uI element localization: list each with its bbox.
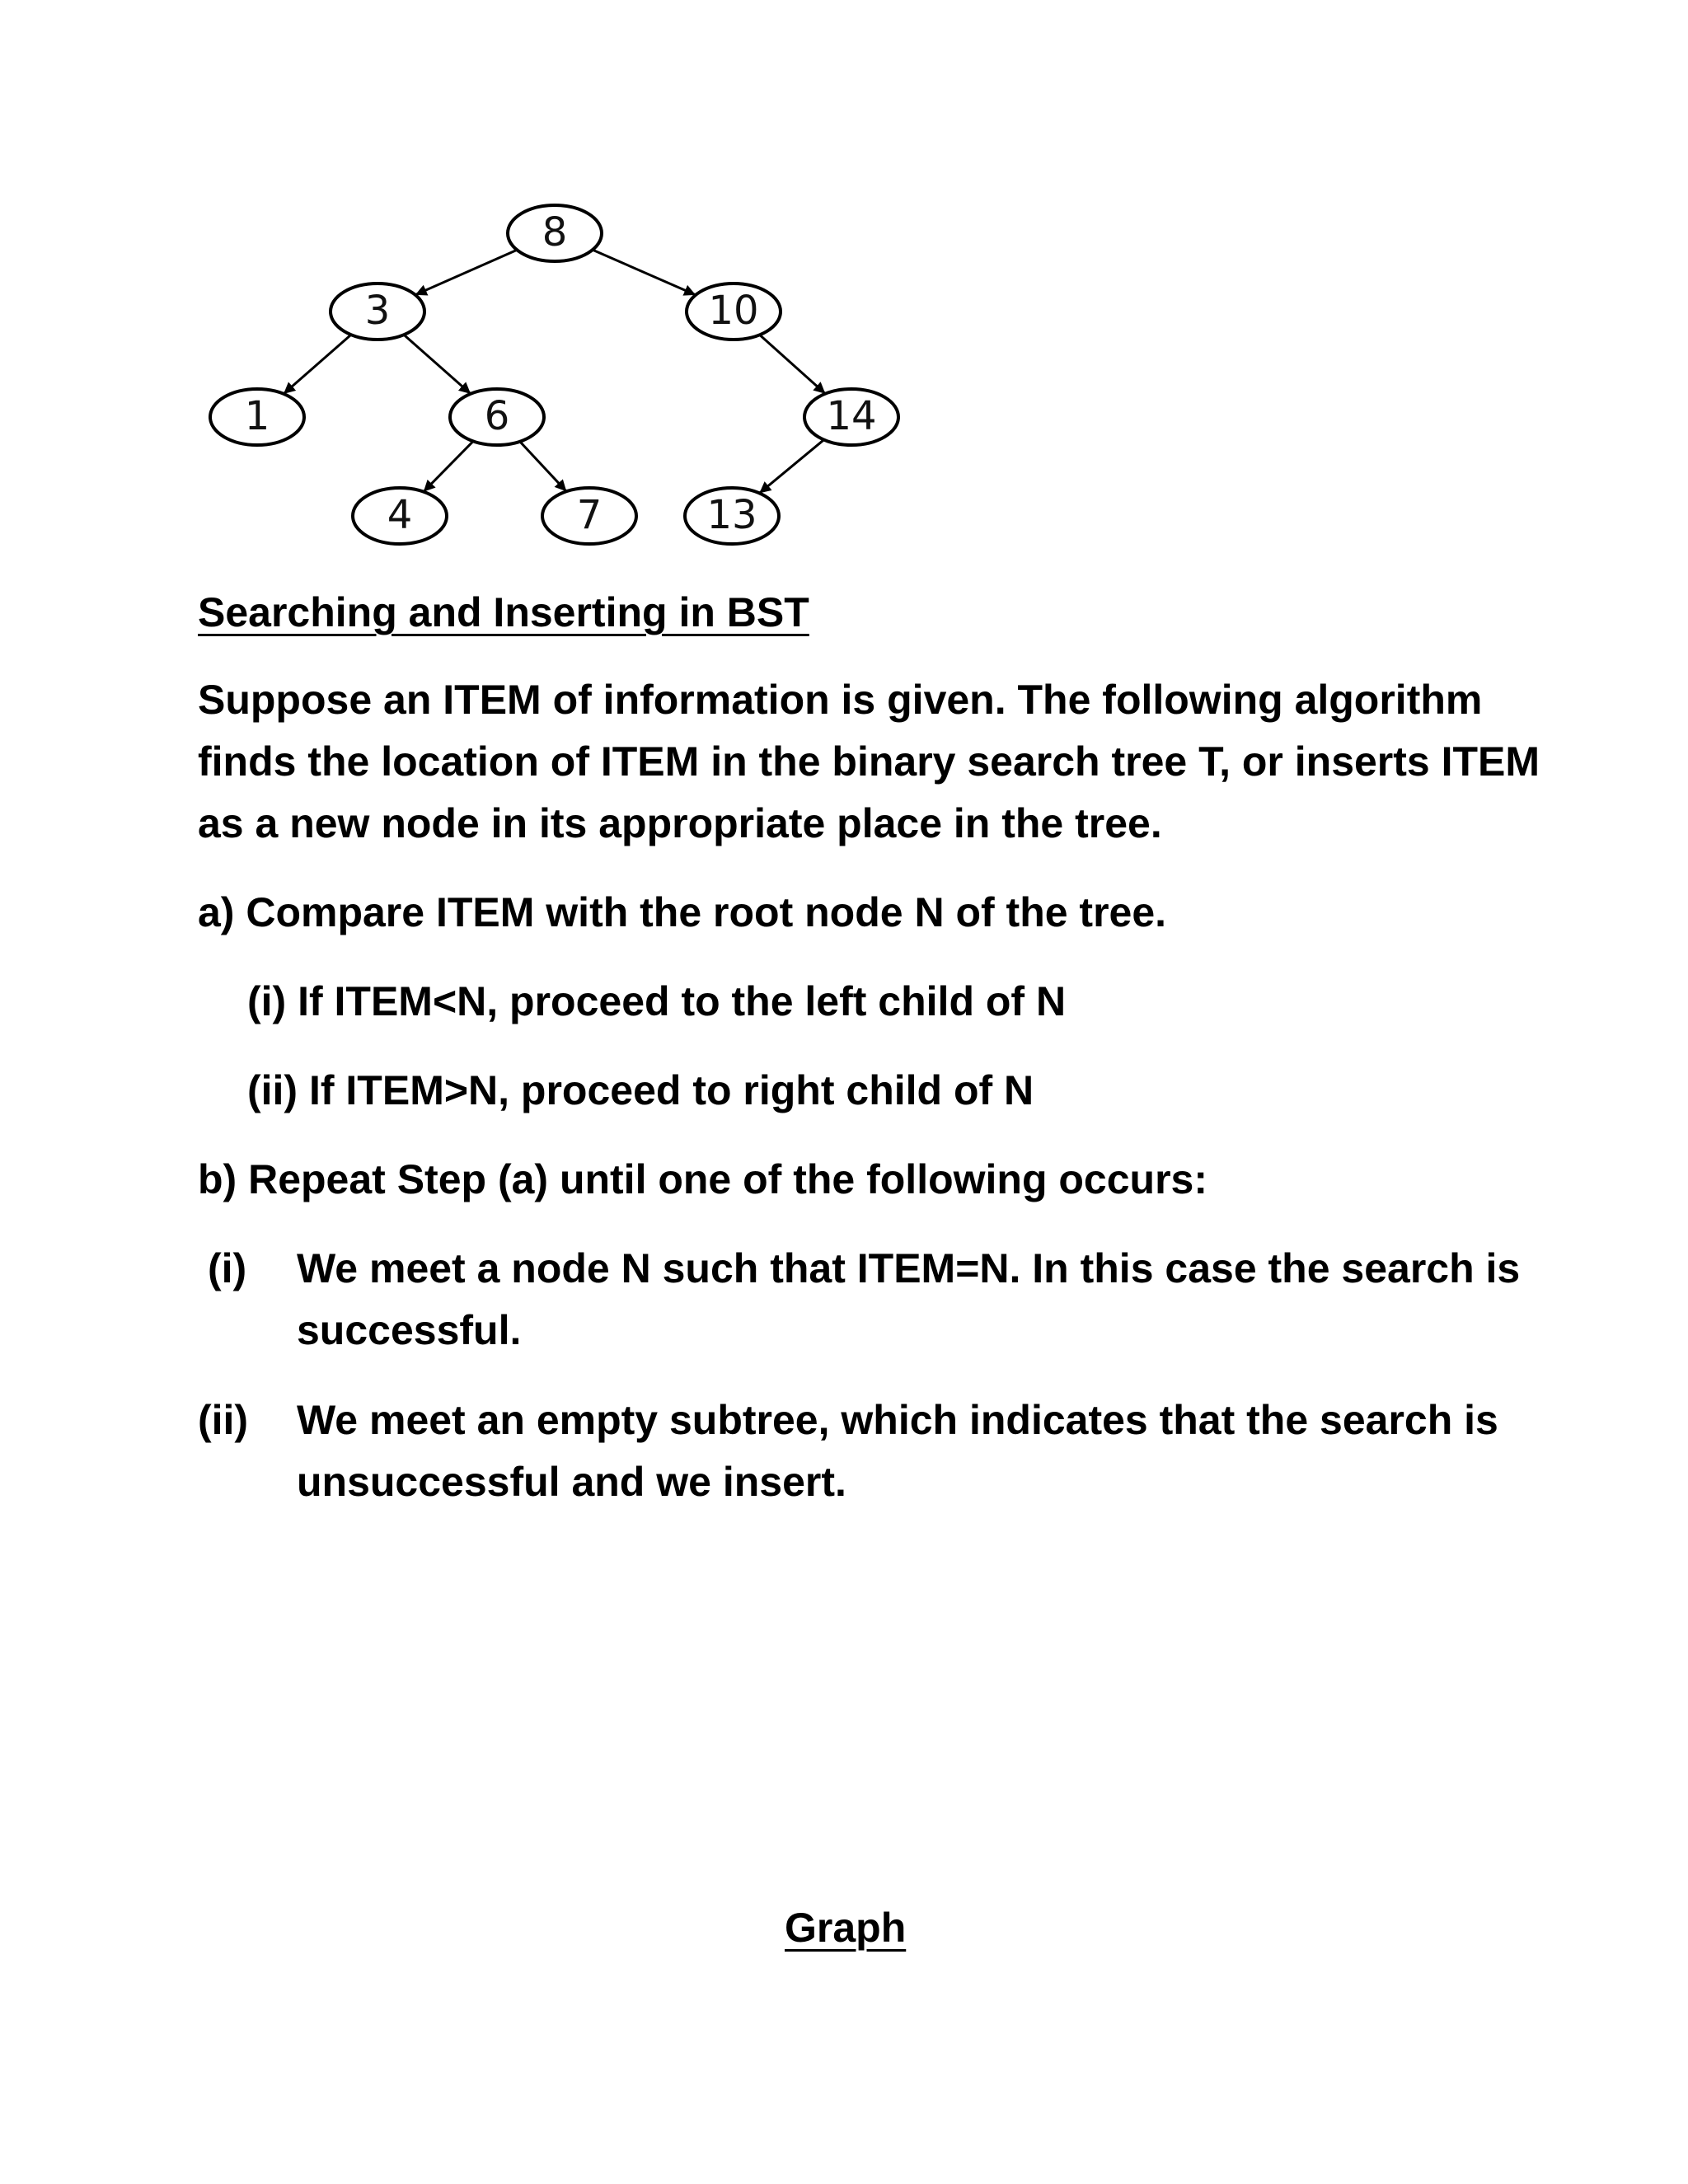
intro-line-2: finds the location of ITEM in the binary search tree T, or inserts ITEM bbox=[198, 738, 1540, 785]
case-2-line-1: We meet an empty subtree, which indicates that the search is bbox=[297, 1397, 1498, 1443]
intro-line-3: as a new node in its appropriate place in the tree. bbox=[198, 800, 1162, 846]
tree-node bbox=[542, 488, 636, 544]
section-heading: Searching and Inserting in BST bbox=[198, 589, 809, 635]
case-1-line-2: successful. bbox=[297, 1307, 522, 1353]
tree-node-label: 6 bbox=[484, 393, 510, 439]
tree-node-label: 14 bbox=[826, 393, 877, 439]
step-a: a) Compare ITEM with the root node N of the tree. bbox=[198, 889, 1167, 935]
graph-heading: Graph bbox=[785, 1905, 907, 1951]
tree-node bbox=[685, 488, 779, 544]
tree-node bbox=[210, 389, 304, 445]
intro-line-1: Suppose an ITEM of information is given. The following algorithm bbox=[198, 677, 1483, 723]
tree-edge bbox=[424, 441, 473, 491]
tree-node-label: 7 bbox=[576, 492, 603, 538]
tree-edge bbox=[284, 335, 351, 394]
step-b: b) Repeat Step (a) until one of the following occurs: bbox=[198, 1156, 1207, 1202]
tree-node bbox=[450, 389, 544, 445]
case-2-number: (ii) bbox=[198, 1397, 249, 1443]
tree-node bbox=[508, 205, 602, 261]
tree-node bbox=[804, 389, 898, 445]
tree-node-label: 3 bbox=[364, 288, 391, 334]
bst-diagram bbox=[0, 0, 1688, 577]
tree-edge bbox=[760, 335, 826, 393]
case-2-line-2: unsuccessful and we insert. bbox=[297, 1459, 846, 1505]
tree-node-label: 4 bbox=[387, 492, 413, 538]
tree-node-label: 10 bbox=[708, 288, 759, 334]
tree-node bbox=[687, 284, 781, 340]
tree-edge bbox=[520, 442, 567, 492]
case-1-number: (i) bbox=[208, 1245, 247, 1291]
tree-node-label: 13 bbox=[706, 492, 757, 538]
tree-edge bbox=[759, 440, 823, 494]
tree-edge bbox=[415, 250, 517, 295]
tree-node-label: 1 bbox=[244, 393, 270, 439]
step-a-ii: (ii) If ITEM>N, proceed to right child of N bbox=[247, 1067, 1034, 1113]
tree-node-label: 8 bbox=[542, 209, 568, 255]
tree-node bbox=[331, 284, 424, 340]
tree-edge bbox=[404, 335, 471, 394]
step-a-i: (i) If ITEM<N, proceed to the left child of N bbox=[247, 978, 1067, 1024]
case-1-line-1: We meet a node N such that ITEM=N. In this case the search is bbox=[297, 1245, 1521, 1291]
tree-edge bbox=[593, 250, 696, 295]
tree-node bbox=[353, 488, 447, 544]
